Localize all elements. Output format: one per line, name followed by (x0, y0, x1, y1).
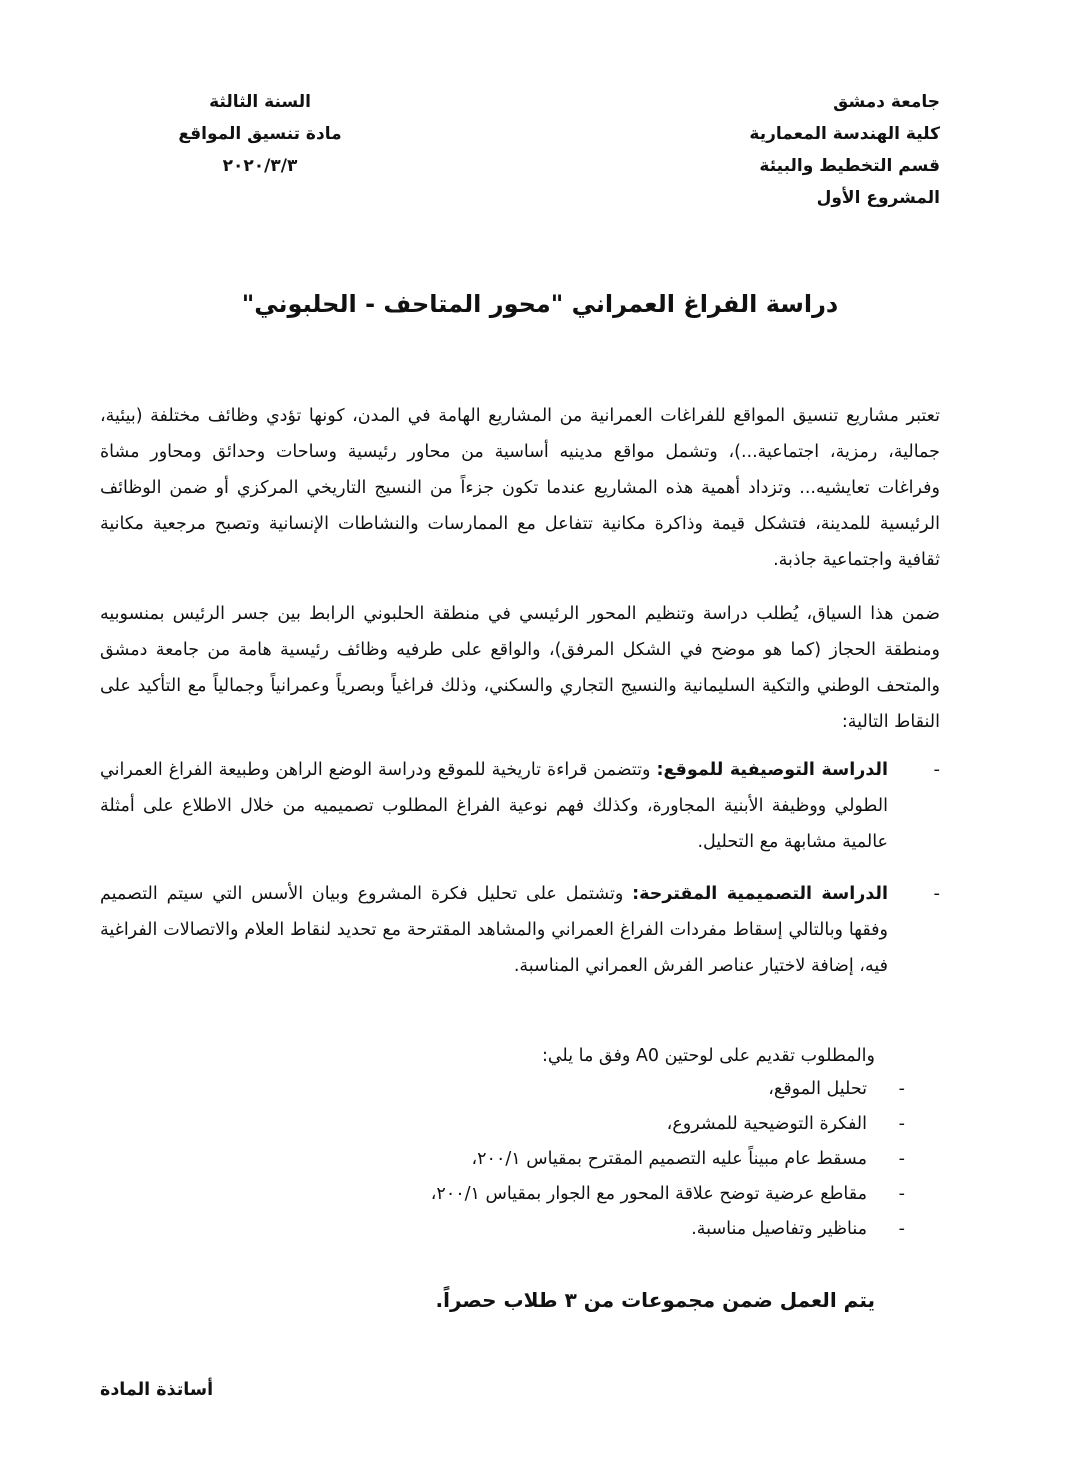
list-item (145, 1177, 905, 1212)
faculty-name: كلية الهندسة المعمارية (749, 124, 940, 144)
list-item-text: مناظير وتفاصيل مناسبة. (691, 1219, 867, 1239)
bullet-text (100, 752, 888, 860)
list-item-text: الفكرة التوضيحية للمشروع، (666, 1114, 867, 1134)
document-date: ٢٠٢٠/٣/٣ (222, 156, 298, 176)
list-dash: - (898, 1149, 905, 1169)
list-item-text: تحليل الموقع، (768, 1079, 867, 1099)
bullet-body: وتشتمل على تحليل فكرة المشروع وبيان الأسس التي سيتم التصميم وفقها وبالتالي إسقاط مفردات الفراغ العمراني والمشاهد المقترحة مع تحديد لنقاط العلام والاتصالات الفراغية فيه، إضافة لاختيار عناصر الفرش العمراني المناسبة. (100, 884, 888, 976)
document-title: دراسة الفراغ العمراني "محور المتاحف - الحلبوني" (241, 290, 839, 318)
requirements-intro: والمطلوب تقديم على لوحتين A0 وفق ما يلي: (541, 1046, 875, 1066)
list-item-text: مسقط عام مبيناً عليه التصميم المقترح بمقياس ٢٠٠/١، (471, 1149, 867, 1169)
academic-year: السنة الثالثة (209, 92, 311, 112)
department-name: قسم التخطيط والبيئة (759, 156, 940, 176)
list-item (145, 1107, 905, 1142)
bullet-dash: - (933, 759, 940, 780)
bullet-dash: - (933, 883, 940, 904)
list-item (145, 1072, 905, 1107)
list-item (145, 1142, 905, 1177)
bullet-design-study (100, 876, 940, 984)
signature-line: أساتذة المادة (100, 1380, 214, 1400)
project-number: المشروع الأول (816, 188, 940, 208)
university-name: جامعة دمشق (833, 92, 940, 112)
bullet-heading: الدراسة التوصيفية للموقع: (656, 760, 888, 780)
list-dash: - (898, 1184, 905, 1204)
institution-header (610, 86, 940, 214)
requirements-list (145, 1072, 905, 1247)
course-name: مادة تنسيق المواقع (178, 124, 342, 144)
group-work-note: يتم العمل ضمن مجموعات من ٣ طلاب حصراً. (435, 1288, 875, 1312)
bullet-site-study (100, 752, 940, 860)
bullet-body: وتتضمن قراءة تاريخية للموقع ودراسة الوضع الراهن وطبيعة الفراغ العمراني الطولي ووظيفة الأبنية المجاورة، وكذلك فهم نوعية الفراغ المطلوب تصميميه من خلال الاطلاع على أمثلة عالمية مشابهة مع التحليل. (100, 760, 888, 852)
intro-paragraph: تعتبر مشاريع تنسيق المواقع للفراغات العمرانية من المشاريع الهامة في المدن، كونها تؤدي وظائف مختلفة (بيئية، جمالية، رمزية، اجتماعية...)، وتشمل مواقع مدينيه أساسية من محاور رئيسية وساحات وحدائق ومحاور مشاة وفراغات تعايشيه... وتزداد أهمية هذه المشاريع عندما تكون جزءاً من النسيج التاريخي المركزي أو ضمن الوظائف الرئيسية للمدينة، فتشكل قيمة وذاكرة مكانية تتفاعل مع الممارسات والنشاطات الإنسانية وتصبح مرجعية مكانية ثقافية واجتماعية جاذبة. (100, 406, 940, 570)
list-dash: - (898, 1114, 905, 1134)
list-item (145, 1212, 905, 1247)
bullet-text (100, 876, 888, 984)
list-dash: - (898, 1219, 905, 1239)
list-item-text: مقاطع عرضية توضح علاقة المحور مع الجوار بمقياس ٢٠٠/١، (430, 1184, 867, 1204)
course-header (160, 86, 360, 182)
context-paragraph: ضمن هذا السياق، يُطلب دراسة وتنظيم المحور الرئيسي في منطقة الحلبوني الرابط بين جسر الرئيس بمنسوبيه ومنطقة الحجاز (كما هو موضح في الشكل المرفق)، والواقع على طرفيه وظائف رئيسية هامة من جامعة دمشق والمتحف الوطني والتكية السليمانية والنسيج التجاري والسكني، وذلك فراغياً وبصرياً وعمرانياً وجمالياً مع التأكيد على النقاط التالية: (100, 604, 940, 732)
list-dash: - (898, 1079, 905, 1099)
bullet-heading: الدراسة التصميمية المقترحة: (632, 884, 888, 904)
